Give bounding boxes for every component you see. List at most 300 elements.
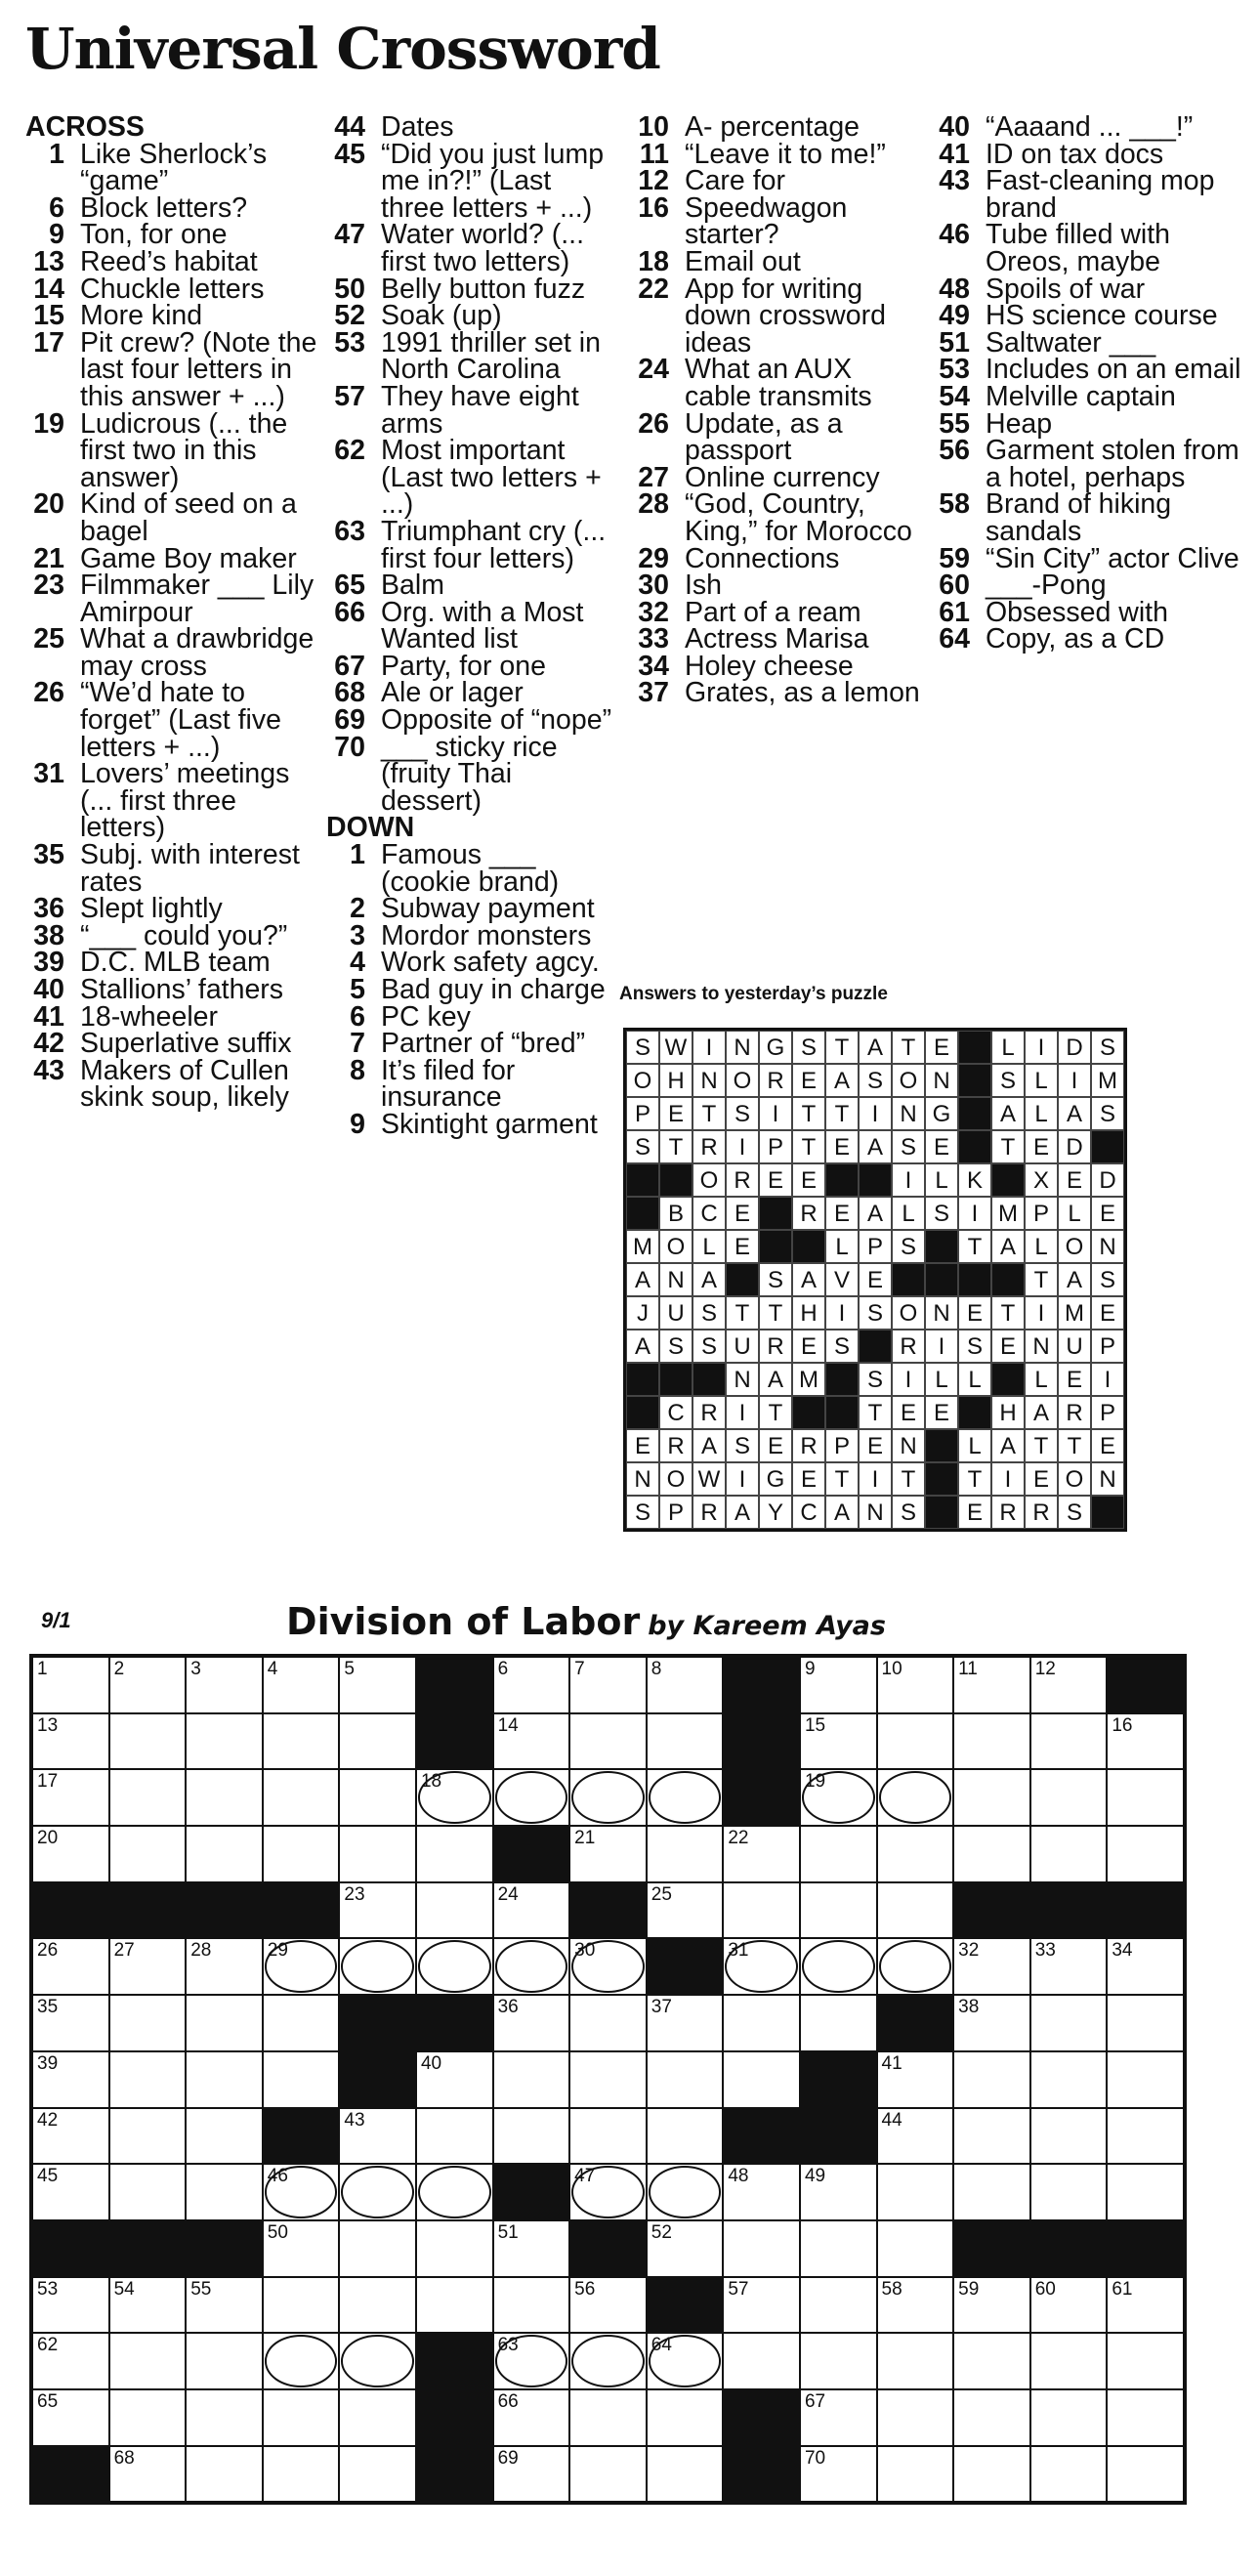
grid-cell[interactable] (263, 2220, 340, 2277)
clue-number: 38 (33, 919, 64, 951)
clue (630, 111, 923, 143)
grid-cell[interactable] (723, 2333, 800, 2389)
answers-letter-cell: E (1025, 1462, 1058, 1496)
clue-number: 1 (350, 839, 365, 871)
grid-cell[interactable] (1030, 2446, 1108, 2503)
grid-cell[interactable] (416, 2277, 493, 2334)
grid-cell-number: 43 (344, 2109, 365, 2131)
grid-cell[interactable] (32, 1995, 109, 2051)
clue (25, 758, 318, 844)
clue-text: ___-Pong (986, 570, 1107, 602)
clue-number: 17 (33, 326, 64, 359)
grid-cell[interactable] (1107, 1769, 1184, 1826)
answers-letter-cell: E (759, 1429, 792, 1462)
grid-cell[interactable] (339, 1826, 416, 1882)
grid-cell[interactable] (339, 2164, 416, 2220)
grid-cell[interactable] (493, 2108, 570, 2165)
grid-cell-number: 23 (344, 1883, 365, 1905)
grid-cell[interactable] (339, 2108, 416, 2165)
grid-cell[interactable] (186, 2051, 263, 2108)
grid-cell[interactable] (953, 2333, 1030, 2389)
grid-cell[interactable] (263, 2446, 340, 2503)
grid-cell[interactable] (800, 2164, 877, 2220)
answers-letter-cell: N (892, 1097, 925, 1130)
grid-cell[interactable] (186, 1826, 263, 1882)
clue-text: 18-wheeler (80, 1000, 218, 1033)
grid-cell[interactable] (569, 1995, 647, 2051)
grid-cell[interactable] (339, 1938, 416, 1995)
circle-mark (879, 1940, 952, 1993)
answers-letter-cell: E (792, 1064, 825, 1097)
answers-row (626, 1263, 1124, 1296)
grid-black-cell (800, 2108, 877, 2165)
clue-text: “Did you just lump me in?!” (Last three letters + ...) (381, 138, 605, 224)
grid-cell[interactable] (1030, 2051, 1108, 2108)
grid-cell[interactable] (1030, 2333, 1108, 2389)
grid-cell[interactable] (723, 1938, 800, 1995)
clue (630, 138, 923, 170)
grid-cell[interactable] (569, 1938, 647, 1995)
clue (326, 839, 619, 898)
clue-number: 25 (33, 623, 64, 655)
clue-text: Belly button fuzz (381, 273, 586, 305)
answers-letter-cell: I (925, 1330, 958, 1363)
answers-black-cell (792, 1230, 825, 1263)
grid-cell[interactable] (32, 1826, 109, 1882)
answers-black-cell (1091, 1496, 1124, 1529)
clue-text: Online currency (685, 461, 880, 493)
grid-black-cell (723, 2108, 800, 2165)
grid-cell[interactable] (723, 1882, 800, 1939)
clue (326, 1028, 619, 1060)
grid-cell[interactable] (186, 2389, 263, 2446)
grid-cell[interactable] (1107, 2164, 1184, 2220)
grid-cell[interactable] (32, 1769, 109, 1826)
answers-letter-cell: C (659, 1396, 692, 1429)
grid-cell[interactable] (723, 1995, 800, 2051)
clue-section-heading: ACROSS (25, 111, 145, 143)
grid-cell[interactable] (953, 2277, 1030, 2334)
clue-number: 5 (350, 974, 365, 1005)
grid-cell[interactable] (1107, 1995, 1184, 2051)
grid-cell[interactable] (800, 1713, 877, 1770)
grid-cell[interactable] (493, 2220, 570, 2277)
grid-cell[interactable] (1107, 2333, 1184, 2389)
grid-cell[interactable] (877, 2164, 954, 2220)
grid-cell-number: 42 (37, 2109, 59, 2131)
grid-cell-number: 17 (37, 1771, 59, 1793)
grid-cell[interactable] (416, 2051, 493, 2108)
grid-cell[interactable] (647, 2164, 724, 2220)
circle-mark (265, 2335, 338, 2387)
grid-cell[interactable] (186, 1713, 263, 1770)
grid-cell[interactable] (877, 2333, 954, 2389)
grid-cell[interactable] (569, 1826, 647, 1882)
grid-cell[interactable] (109, 2051, 187, 2108)
answers-letter-cell: L (1025, 1064, 1058, 1097)
clue-text: D.C. MLB team (80, 947, 271, 979)
grid-cell[interactable] (569, 1657, 647, 1713)
grid-cell[interactable] (647, 2108, 724, 2165)
answers-letter-cell: S (892, 1230, 925, 1263)
grid-cell[interactable] (1030, 1938, 1108, 1995)
grid-cell-number: 39 (37, 2052, 59, 2074)
grid-black-cell (723, 2389, 800, 2446)
grid-cell[interactable] (1030, 1657, 1108, 1713)
grid-cell[interactable] (569, 2333, 647, 2389)
grid-row (32, 2164, 1184, 2220)
grid-cell[interactable] (263, 1769, 340, 1826)
answers-letter-cell: N (892, 1429, 925, 1462)
answers-black-cell (958, 1097, 991, 1130)
grid-cell[interactable] (723, 2277, 800, 2334)
answers-letter-cell: E (925, 1396, 958, 1429)
grid-cell[interactable] (877, 2389, 954, 2446)
grid-cell[interactable] (416, 2108, 493, 2165)
clue-text: Slept lightly (80, 893, 223, 925)
grid-cell[interactable] (877, 2051, 954, 2108)
grid-cell[interactable] (493, 1769, 570, 1826)
clue-text: Subj. with interest rates (80, 839, 300, 898)
grid-cell[interactable] (109, 1826, 187, 1882)
grid-cell[interactable] (493, 1882, 570, 1939)
grid-cell[interactable] (569, 1713, 647, 1770)
grid-black-cell (723, 1769, 800, 1826)
grid-cell[interactable] (647, 1995, 724, 2051)
clue-text: Chuckle letters (80, 273, 265, 305)
grid-cell[interactable] (800, 1769, 877, 1826)
grid-cell[interactable] (569, 2446, 647, 2503)
answers-black-cell (626, 1396, 659, 1429)
grid-cell[interactable] (416, 2220, 493, 2277)
grid-cell-number: 29 (267, 1940, 288, 1962)
grid-cell-number: 26 (37, 1940, 59, 1962)
grid-cell[interactable] (493, 2446, 570, 2503)
clue-number: 29 (638, 542, 669, 574)
grid-cell[interactable] (1107, 2446, 1184, 2503)
answers-letter-cell: T (792, 1097, 825, 1130)
grid-cell[interactable] (32, 1938, 109, 1995)
grid-cell[interactable] (1107, 1713, 1184, 1770)
grid-cell[interactable] (647, 1657, 724, 1713)
grid-cell[interactable] (109, 2389, 187, 2446)
grid-cell[interactable] (569, 2051, 647, 2108)
grid-cell[interactable] (1030, 2277, 1108, 2334)
grid-cell[interactable] (877, 1826, 954, 1882)
clue (630, 677, 923, 709)
grid-cell[interactable] (186, 2333, 263, 2389)
grid-cell[interactable] (800, 1882, 877, 1939)
grid-cell[interactable] (647, 1882, 724, 1939)
grid-cell[interactable] (493, 2389, 570, 2446)
grid-cell[interactable] (32, 2108, 109, 2165)
grid-cell[interactable] (493, 2051, 570, 2108)
grid-cell[interactable] (186, 2277, 263, 2334)
grid-cell[interactable] (263, 2333, 340, 2389)
clue-text: It’s filed for insurance (381, 1054, 516, 1114)
circle-mark (571, 1771, 645, 1824)
answers-letter-cell: D (1058, 1031, 1091, 1064)
grid-cell-number: 11 (958, 1659, 978, 1679)
clue-number: 67 (334, 650, 365, 682)
grid-cell[interactable] (493, 1995, 570, 2051)
grid-row (32, 1882, 1184, 1939)
grid-cell[interactable] (1030, 1769, 1108, 1826)
grid-cell[interactable] (109, 1769, 187, 1826)
answers-black-cell (991, 1163, 1025, 1197)
grid-cell[interactable] (647, 2051, 724, 2108)
grid-cell-number: 9 (804, 1659, 816, 1679)
answers-letter-cell: R (759, 1330, 792, 1363)
clue-text: Melville captain (986, 380, 1176, 412)
grid-cell[interactable] (109, 2164, 187, 2220)
clue-number: 26 (638, 407, 669, 440)
answers-letter-cell: E (1091, 1197, 1124, 1230)
answers-black-cell (759, 1197, 792, 1230)
grid-cell[interactable] (493, 1938, 570, 1995)
clue-text: Ale or lager (381, 677, 524, 709)
grid-cell-number: 20 (37, 1828, 59, 1849)
clue-number: 16 (638, 191, 669, 224)
grid-cell[interactable] (263, 1657, 340, 1713)
answers-letter-cell: T (859, 1396, 892, 1429)
grid-cell[interactable] (186, 2446, 263, 2503)
clue-text: Update, as a passport (685, 407, 843, 467)
grid-cell[interactable] (339, 1882, 416, 1939)
grid-cell[interactable] (877, 1657, 954, 1713)
grid-row (32, 2277, 1184, 2334)
grid-cell[interactable] (109, 1713, 187, 1770)
grid-cell[interactable] (647, 1826, 724, 1882)
grid-cell[interactable] (877, 2108, 954, 2165)
grid-cell[interactable] (339, 2277, 416, 2334)
grid-cell[interactable] (109, 2277, 187, 2334)
answers-letter-cell: S (892, 1130, 925, 1163)
grid-cell[interactable] (263, 1995, 340, 2051)
grid-cell[interactable] (953, 1713, 1030, 1770)
answers-letter-cell: R (1025, 1496, 1058, 1529)
grid-cell[interactable] (1107, 2389, 1184, 2446)
grid-cell[interactable] (186, 2164, 263, 2220)
grid-cell-number: 40 (420, 2052, 442, 2074)
grid-cell[interactable] (493, 2333, 570, 2389)
answers-letter-cell: S (759, 1263, 792, 1296)
grid-cell[interactable] (339, 2220, 416, 2277)
clue-text: Connections (685, 542, 840, 574)
grid-cell[interactable] (416, 1938, 493, 1995)
grid-cell[interactable] (800, 1938, 877, 1995)
grid-cell[interactable] (953, 2389, 1030, 2446)
grid-black-cell (953, 2220, 1030, 2277)
grid-cell[interactable] (800, 1826, 877, 1882)
grid-cell[interactable] (263, 1938, 340, 1995)
clue-number: 69 (334, 704, 365, 737)
grid-cell[interactable] (1030, 1826, 1108, 1882)
answers-black-cell (958, 1130, 991, 1163)
grid-cell[interactable] (186, 1995, 263, 2051)
grid-cell[interactable] (569, 2389, 647, 2446)
answers-letter-cell: O (1058, 1462, 1091, 1496)
grid-cell[interactable] (493, 1657, 570, 1713)
grid-cell[interactable] (263, 1713, 340, 1770)
clue-number: 19 (33, 407, 64, 440)
grid-cell[interactable] (1030, 1995, 1108, 2051)
answers-letter-cell: S (792, 1031, 825, 1064)
grid-cell[interactable] (186, 1938, 263, 1995)
clue (931, 273, 1243, 305)
clue-number: 52 (334, 300, 365, 332)
grid-cell[interactable] (1107, 2108, 1184, 2165)
answers-letter-cell: E (792, 1163, 825, 1197)
answers-row (626, 1097, 1124, 1130)
grid-cell[interactable] (723, 1826, 800, 1882)
grid-cell[interactable] (493, 2277, 570, 2334)
grid-cell[interactable] (569, 2108, 647, 2165)
grid-cell[interactable] (109, 1995, 187, 2051)
grid-cell[interactable] (877, 2446, 954, 2503)
answers-letter-cell: T (1058, 1429, 1091, 1462)
clue (326, 650, 619, 682)
grid-cell[interactable] (32, 1713, 109, 1770)
grid-cell[interactable] (953, 1995, 1030, 2051)
grid-cell[interactable] (32, 2051, 109, 2108)
grid-cell[interactable] (32, 2333, 109, 2389)
grid-cell[interactable] (800, 1995, 877, 2051)
grid-cell[interactable] (263, 2277, 340, 2334)
grid-cell[interactable] (953, 1769, 1030, 1826)
answers-letter-cell: P (1091, 1396, 1124, 1429)
grid-cell[interactable] (953, 2108, 1030, 2165)
grid-cell[interactable] (800, 2220, 877, 2277)
grid-cell[interactable] (263, 2389, 340, 2446)
grid-cell[interactable] (32, 1657, 109, 1713)
grid-cell[interactable] (339, 1657, 416, 1713)
grid-cell[interactable] (877, 2277, 954, 2334)
clue-text: Triumphant cry (... first four letters) (381, 515, 607, 574)
clue (931, 300, 1243, 332)
clue-number: 27 (638, 461, 669, 493)
grid-cell[interactable] (953, 1826, 1030, 1882)
grid-cell[interactable] (647, 1769, 724, 1826)
answers-letter-cell: R (792, 1197, 825, 1230)
clue (326, 138, 619, 224)
grid-cell[interactable] (1107, 1938, 1184, 1995)
grid-cell[interactable] (186, 2108, 263, 2165)
clue (630, 273, 923, 359)
grid-cell[interactable] (32, 2389, 109, 2446)
grid-black-cell (109, 2220, 187, 2277)
grid-cell[interactable] (109, 2333, 187, 2389)
grid-cell[interactable] (1030, 2389, 1108, 2446)
grid-cell[interactable] (647, 2220, 724, 2277)
grid-cell[interactable] (109, 2108, 187, 2165)
grid-cell[interactable] (339, 2389, 416, 2446)
grid-cell[interactable] (800, 2389, 877, 2446)
grid-cell[interactable] (877, 1769, 954, 1826)
grid-cell[interactable] (569, 2164, 647, 2220)
grid-cell[interactable] (647, 1713, 724, 1770)
grid-cell[interactable] (647, 2389, 724, 2446)
answers-letter-cell: T (991, 1296, 1025, 1330)
grid-cell[interactable] (339, 2446, 416, 2503)
grid-cell[interactable] (186, 1769, 263, 1826)
grid-cell[interactable] (339, 2333, 416, 2389)
grid-cell-number: 14 (497, 1714, 519, 1736)
grid-cell[interactable] (569, 2277, 647, 2334)
grid-cell[interactable] (877, 2220, 954, 2277)
grid-row (32, 1995, 1184, 2051)
grid-cell[interactable] (800, 2277, 877, 2334)
clue-number: 43 (33, 1054, 64, 1086)
grid-cell[interactable] (800, 1657, 877, 1713)
grid-cell[interactable] (569, 1769, 647, 1826)
grid-cell[interactable] (723, 2051, 800, 2108)
grid-cell[interactable] (339, 1769, 416, 1826)
grid-cell[interactable] (1107, 2277, 1184, 2334)
grid-cell[interactable] (263, 1826, 340, 1882)
clue (931, 542, 1243, 574)
grid-cell[interactable] (800, 2446, 877, 2503)
grid-cell[interactable] (647, 2446, 724, 2503)
clue-text: Grates, as a lemon (685, 677, 920, 709)
grid-cell[interactable] (493, 1713, 570, 1770)
grid-cell[interactable] (263, 2051, 340, 2108)
grid-cell[interactable] (953, 2051, 1030, 2108)
grid-cell[interactable] (953, 1657, 1030, 1713)
grid-cell[interactable] (416, 1826, 493, 1882)
answers-letter-cell: G (759, 1462, 792, 1496)
grid-cell[interactable] (186, 1657, 263, 1713)
grid-cell[interactable] (723, 2220, 800, 2277)
grid-cell[interactable] (416, 1769, 493, 1826)
grid-cell[interactable] (32, 2277, 109, 2334)
answers-letter-cell: P (759, 1130, 792, 1163)
answers-letter-cell: N (1025, 1330, 1058, 1363)
grid-cell[interactable] (339, 1713, 416, 1770)
grid-cell[interactable] (877, 1882, 954, 1939)
grid-cell[interactable] (1107, 1826, 1184, 1882)
grid-cell[interactable] (953, 1938, 1030, 1995)
grid-cell[interactable] (109, 1657, 187, 1713)
grid-cell[interactable] (263, 2164, 340, 2220)
grid-cell[interactable] (647, 2333, 724, 2389)
grid-cell[interactable] (1030, 2108, 1108, 2165)
answers-letter-cell: S (1091, 1097, 1124, 1130)
grid-cell[interactable] (877, 1713, 954, 1770)
clue-text: Skintight garment (381, 1108, 598, 1140)
grid-cell[interactable] (953, 2164, 1030, 2220)
clue (931, 219, 1243, 277)
grid-cell[interactable] (109, 2446, 187, 2503)
grid-cell[interactable] (1030, 2164, 1108, 2220)
grid-cell[interactable] (1107, 2051, 1184, 2108)
grid-cell-number: 3 (190, 1659, 201, 1679)
answers-letter-cell: S (626, 1031, 659, 1064)
answers-letter-cell: E (792, 1462, 825, 1496)
grid-cell[interactable] (109, 1938, 187, 1995)
grid-cell[interactable] (32, 2164, 109, 2220)
grid-cell[interactable] (416, 1882, 493, 1939)
answers-letter-cell: U (659, 1296, 692, 1330)
grid-cell[interactable] (1030, 1713, 1108, 1770)
answers-black-cell (659, 1363, 692, 1396)
grid-cell[interactable] (416, 2164, 493, 2220)
grid-cell[interactable] (877, 1938, 954, 1995)
grid-cell[interactable] (953, 2446, 1030, 2503)
grid-cell[interactable] (723, 2164, 800, 2220)
clue (630, 191, 923, 251)
grid-cell[interactable] (800, 2333, 877, 2389)
